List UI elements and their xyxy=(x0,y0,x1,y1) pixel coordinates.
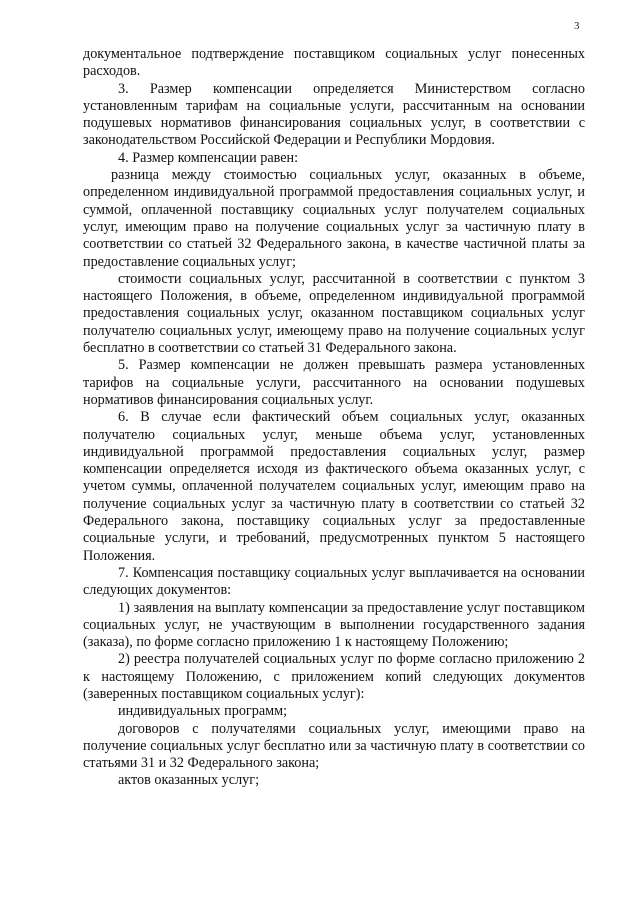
paragraph-item-6: 6. В случае если фактический объем социальных услуг, оказанных получателю социальных услуг, меньше объема услуг, установленных индивидуальной программой предоставления социальных услуг, размер компенсации определяется исходя из фактического объема оказанных услуг, с учетом суммы, оплаченной получателем социальных услуг, имеющим право на получение социальных услуг за частичную плату в соответствии со статьей 32 Федерального закона, поставщику социальных услуг за предоставленные социальные услуги, и требований, предусмотренных пунктом 5 настоящего Положения. xyxy=(83,409,585,564)
paragraph-item-4-clause-1: разница между стоимостью социальных услуг, оказанных в объеме, определенном индивидуальной программой предоставления социальных услуг, и суммой, оплаченной поставщику социальных услуг получателем социальных услуг, имеющим право на получение социальных услуг за частичную плату в соответствии со статьей 32 Федерального закона, в качестве частичной платы за предоставление социальных услуг; xyxy=(83,167,585,270)
page-number: 3 xyxy=(574,20,580,32)
paragraph-item-4-clause-2: стоимости социальных услуг, рассчитанной в соответствии с пунктом 3 настоящего Положения, в объеме, определенном индивидуальной программой предоставления социальных услуг, оказанном поставщиком социальных услуг получателю социальных услуг, имеющему право на получение социальных услуг бесплатно в соответствии со статьей 31 Федерального закона. xyxy=(83,270,585,357)
paragraph-doc-individual-programs: индивидуальных программ; xyxy=(118,703,288,720)
paragraph-item-7: 7. Компенсация поставщику социальных услуг выплачивается на основании следующих документов: xyxy=(83,564,585,599)
paragraph-item-4: 4. Размер компенсации равен: xyxy=(118,149,299,166)
paragraph-doc-contracts: договоров с получателями социальных услуг, имеющими право на получение социальных услуг бесплатно или за частичную плату в соответствии со статьями 31 и 32 Федерального закона; xyxy=(83,720,585,772)
paragraph-continuation: документальное подтверждение поставщиком социальных услуг понесенных расходов. xyxy=(83,46,585,80)
paragraph-item-7-sub-2: 2) реестра получателей социальных услуг по форме согласно приложению 2 к настоящему Положению, с приложением копий следующих документов (заверенных поставщиком социальных услуг): xyxy=(83,651,585,702)
document-body xyxy=(83,46,585,790)
paragraph-item-5: 5. Размер компенсации не должен превышать размера установленных тарифов на социальные услуги, рассчитанного на основании подушевых нормативов финансирования социальных услуг. xyxy=(83,357,585,408)
paragraph-item-3: 3. Размер компенсации определяется Министерством согласно установленным тарифам на социальные услуги, рассчитанным на основании подушевых нормативов финансирования социальных услуг, в соответствии с законодательством Российской Федерации и Республики Мордовия. xyxy=(83,80,585,149)
paragraph-item-7-sub-1: 1) заявления на выплату компенсации за предоставление услуг поставщиком социальных услуг, не участвующим в выполнении государственного задания (заказа), по форме согласно приложению 1 к настоящему Положению; xyxy=(83,599,585,651)
paragraph-doc-acts: актов оказанных услуг; xyxy=(118,772,260,789)
